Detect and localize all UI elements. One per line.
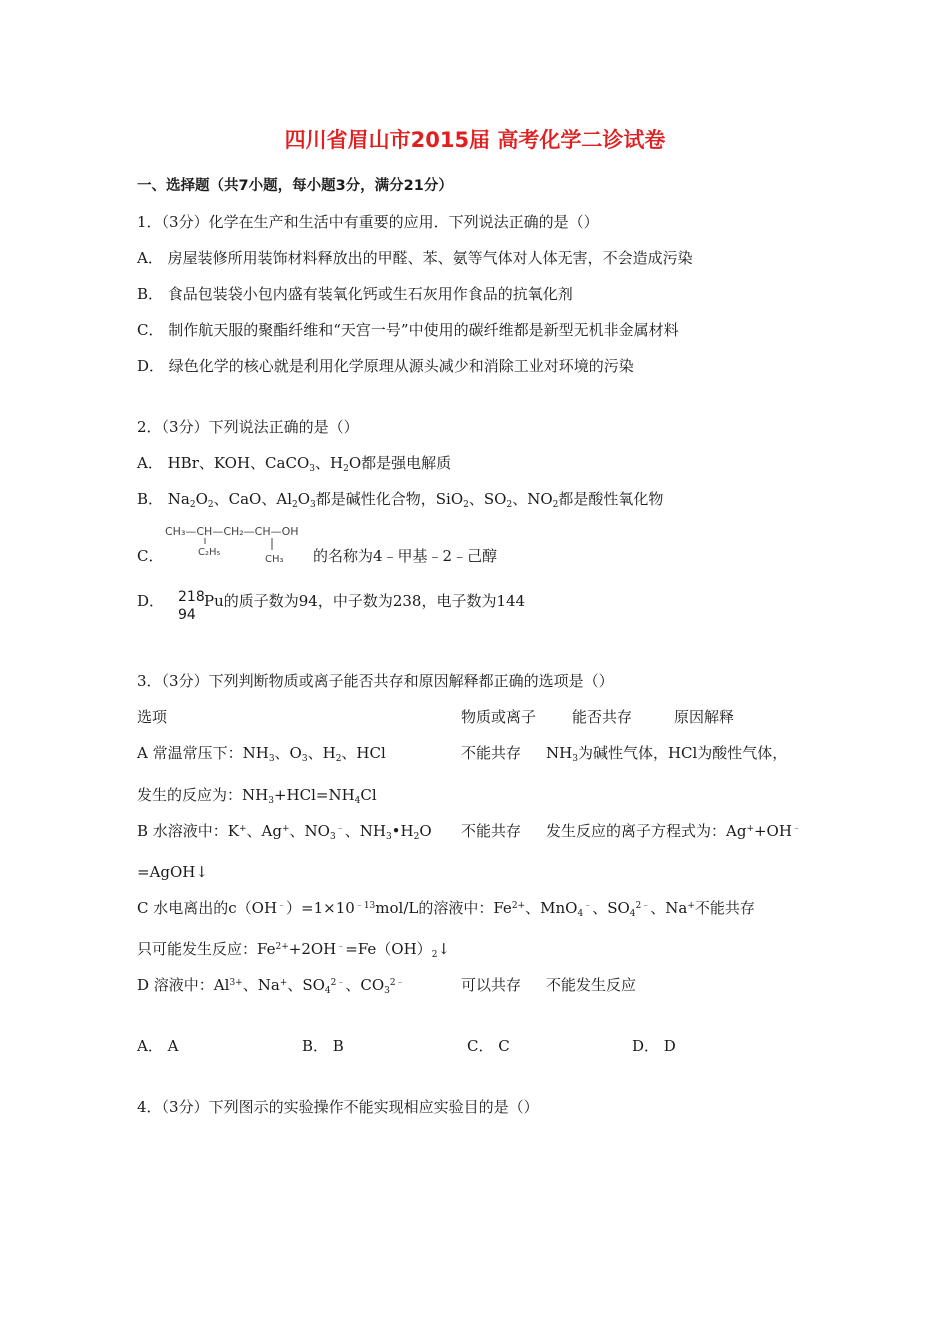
row-c-reaction: 只可能发生反应：$Fe^{2+}+2OH^﹣=Fe(OH)_2↓$ bbox=[137, 940, 450, 960]
isotope-mass-number: 218 bbox=[178, 589, 205, 605]
table-header-option: 选项 bbox=[137, 708, 168, 726]
row-b-reason: 发生反应的离子方程式为：Ag++OH﹣ bbox=[546, 822, 801, 840]
row-d-coexist: 可以共存 bbox=[461, 976, 522, 994]
row-a-reason: $NH_3$为碱性气体，HCl为酸性气体， bbox=[546, 744, 788, 764]
question-3-option-d: D． D bbox=[632, 1037, 676, 1055]
row-d-reason: 不能发生反应 bbox=[546, 976, 637, 994]
row-a-substance: A 常温常压下：$NH_3$、$O_3$、$H_2$、HCl bbox=[137, 744, 386, 764]
question-2-option-c-text: 的名称为4﹣甲基﹣2﹣己醇 bbox=[313, 547, 498, 565]
row-b-reaction: =AgOH↓ bbox=[137, 863, 208, 881]
question-1-stem: 1．（3分）化学在生产和生活中有重要的应用．下列说法正确的是（） bbox=[137, 213, 599, 231]
row-a-coexist: 不能共存 bbox=[461, 744, 522, 762]
question-1-option-a: A． 房屋装修所用装饰材料释放出的甲醛、苯、氨等气体对人体无害，不会造成污染 bbox=[137, 249, 693, 267]
table-header-reason: 原因解释 bbox=[674, 708, 735, 726]
isotope-notation bbox=[178, 590, 205, 622]
section-heading: 一、选择题（共7小题，每小题3分，满分21分） bbox=[137, 178, 453, 194]
table-header-coexist: 能否共存 bbox=[572, 708, 633, 726]
question-2-stem: 2．（3分）下列说法正确的是（） bbox=[137, 418, 359, 436]
question-2-option-b: B． $Na_2O_2$、CaO、$Al_2O_3$都是碱性化合物，SiO$_2$、$SO_2$、$NO_2$都是酸性氧化物 bbox=[137, 490, 664, 510]
question-1-option-b: B． 食品包装袋小包内盛有装氧化钙或生石灰用作食品的抗氧化剂 bbox=[137, 285, 573, 303]
formula-main-chain: CH₃—CH—CH₂—CH—OH bbox=[165, 525, 299, 538]
question-1-option-c: C． 制作航天服的聚酯纤维和“天宫一号”中使用的碳纤维都是新型无机非金属材料 bbox=[137, 321, 679, 339]
row-d-substance: D 溶液中：$Al^{3+}$、Na+、$SO_4^{2﹣}$、$CO_3^{2﹣}$ bbox=[137, 976, 405, 996]
formula-methyl: CH₃ bbox=[265, 554, 284, 565]
row-a-reaction: 发生的反应为：$NH_3+HCl=NH_4Cl$ bbox=[137, 786, 377, 806]
question-3-stem: 3．（3分）下列判断物质或离子能否共存和原因解释都正确的选项是（） bbox=[137, 672, 614, 690]
isotope-atomic-number: 94 bbox=[178, 607, 196, 623]
question-1-option-d: D． 绿色化学的核心就是利用化学原理从源头减少和消除工业对环境的污染 bbox=[137, 357, 634, 375]
formula-ethyl: C₂H₅ bbox=[198, 547, 221, 558]
row-b-substance: B 水溶液中：K+、Ag+、$NO_3^﹣$、$NH_3•H_2O$ bbox=[137, 822, 432, 842]
row-c-substance: C 水电离出的$c(OH^﹣)=1\times 10^{﹣13}mol/L$的溶液中：$Fe^{2+}$、MnO$_4$﹣、$SO_4^{2﹣}$、Na+不能共存 bbox=[137, 899, 755, 919]
row-b-coexist: 不能共存 bbox=[461, 822, 522, 840]
question-3-option-c: C． C bbox=[467, 1037, 510, 1055]
page-title: 四川省眉山市2015届 高考化学二诊试卷 bbox=[284, 128, 666, 152]
question-4-stem: 4．（3分）下列图示的实验操作不能实现相应实验目的是（） bbox=[137, 1098, 539, 1116]
question-3-option-a: A． A bbox=[137, 1037, 179, 1055]
question-3-option-b: B． B bbox=[302, 1037, 344, 1055]
structural-formula bbox=[165, 522, 315, 566]
question-2-option-d-text: Pu的质子数为94，中子数为238，电子数为144 bbox=[204, 592, 526, 610]
question-2-option-d-label: D． bbox=[137, 592, 165, 610]
question-2-option-a: A． HBr、KOH、CaCO$_3$、$H_2O$都是强电解质 bbox=[137, 454, 452, 474]
table-header-substance: 物质或离子 bbox=[461, 708, 537, 726]
question-2-option-c-label: C． bbox=[137, 547, 164, 565]
